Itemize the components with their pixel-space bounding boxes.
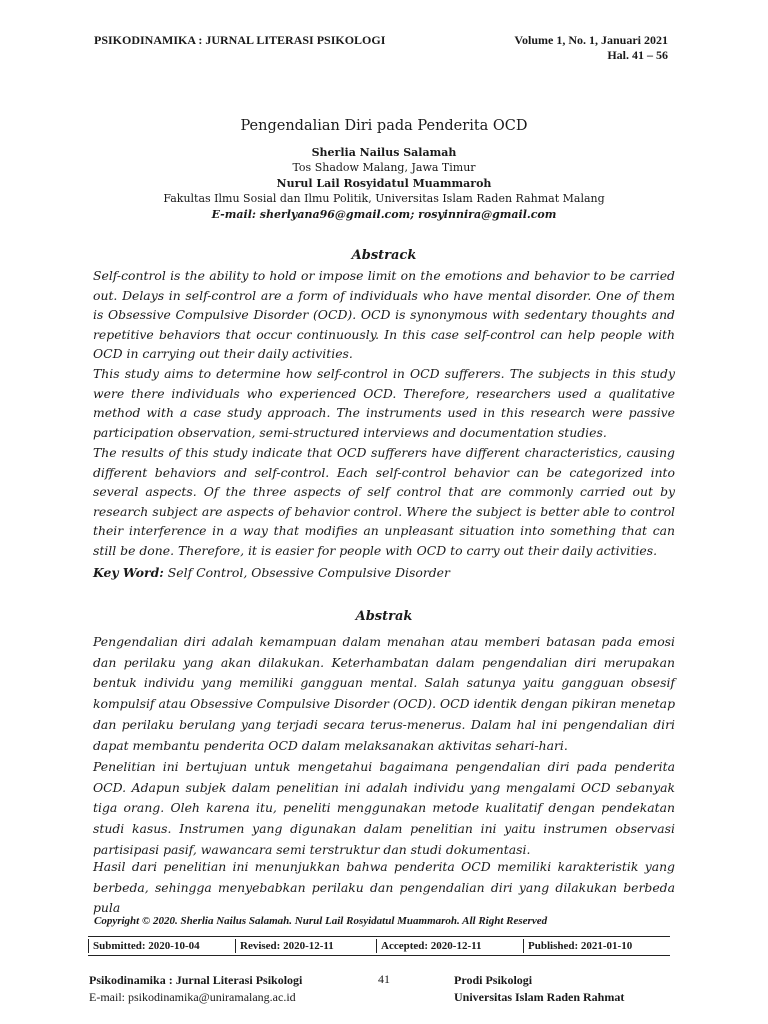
article-title: Pengendalian Diri pada Penderita OCD [240, 118, 528, 134]
author-2: Nurul Lail Rosyidatul Muammaroh [276, 177, 492, 190]
footer-left [89, 972, 302, 1006]
published-date: Published: 2021-01-10 [523, 939, 632, 953]
copyright-notice: Copyright © 2020. Sherlia Nailus Salamah. Nurul Lail Rosyidatul Muammaroh. All Right Reserved [94, 915, 548, 927]
abstract-en-paragraph-2: This study aims to determine how self-control in OCD sufferers. The subjects in this study were there individuals who experienced OCD. Therefore, researchers used a qualitative method with a case study approach. The instruments used in this research were passive participation observation, semi-structured interviews and documentation studies. [93, 366, 675, 440]
author-1: Sherlia Nailus Salamah [311, 146, 457, 159]
keywords-line [93, 563, 675, 583]
footer-email: E-mail: psikodinamika@uniramalang.ac.id [89, 990, 296, 1004]
footer-right [454, 972, 624, 1006]
page-number: 41 [378, 972, 390, 986]
affiliation-2: Fakultas Ilmu Sosial dan Ilmu Politik, Universitas Islam Raden Rahmat Malang [163, 192, 605, 205]
submitted-date: Submitted: 2020-10-04 [88, 939, 200, 953]
keywords-value: Self Control, Obsessive Compulsive Disorder [167, 565, 450, 580]
abstract-id-heading: Abstrak [355, 609, 413, 624]
author-emails: E-mail: sherlyana96@gmail.com; rosyinnira@gmail.com [211, 208, 557, 221]
running-header-journal: PSIKODINAMIKA : JURNAL LITERASI PSIKOLOGI [94, 33, 386, 47]
running-header-volume [514, 33, 668, 63]
page-range: Hal. 41 – 56 [607, 48, 668, 62]
keywords-label: Key Word: [93, 565, 164, 580]
abstract-id-paragraph-2: Penelitian ini bertujuan untuk mengetahui bagaimana pengendalian diri pada penderita OCD. Adapun subjek dalam penelitian ini adalah individu yang mengalami OCD sebanyak tiga orang. Oleh karena itu, peneliti menggunakan metode kualitatif dengan pendekatan studi kasus. Instrumen yang digunakan dalam penelitian ini yaitu instrumen observasi partisipasi pasif, wawancara semi terstruktur dan studi dokumentasi. [93, 759, 675, 857]
volume-info: Volume 1, No. 1, Januari 2021 [514, 33, 668, 47]
abstract-en-heading: Abstrack [351, 248, 417, 263]
affiliation-1: Tos Shadow Malang, Jawa Timur [292, 161, 476, 174]
abstract-en-paragraph-3: The results of this study indicate that OCD sufferers have different characteristics, causing different behaviors and self-control. Each self-control behavior can be categorized into several aspects. Of the three aspects of self control that are commonly carried out by research subject are aspects of behavior control. Where the subject is better able to control their interference in a way that modifies an unpleasant situation into something that can still be done. Therefore, it is easier for people with OCD to carry out their daily activities. [93, 445, 675, 558]
footer-journal: Psikodinamika : Jurnal Literasi Psikologi [89, 973, 303, 987]
accepted-date: Accepted: 2020-12-11 [376, 939, 482, 953]
footer-department: Prodi Psikologi [454, 973, 533, 987]
abstract-id-paragraph-3: Hasil dari penelitian ini menunjukkan bahwa penderita OCD memiliki karakteristik yang berbeda, sehingga menyebabkan perilaku dan pengendalian diri yang dilakukan berbeda pula [93, 859, 675, 916]
abstract-en-paragraph-1: Self-control is the ability to hold or impose limit on the emotions and behavior to be carried out. Delays in self-control are a form of individuals who have mental disorder. One of them is Obsessive Compulsive Disorder (OCD). OCD is synonymous with sedentary thoughts and repetitive behaviors that occur continuously. In this case self-control can help people with OCD in carrying out their daily activities. [93, 268, 675, 362]
footer-university: Universitas Islam Raden Rahmat [454, 990, 625, 1004]
abstract-id-paragraph-1: Pengendalian diri adalah kemampuan dalam menahan atau memberi batasan pada emosi dan perilaku yang akan dilakukan. Keterhambatan dalam pengendalian diri merupakan bentuk individu yang memiliki gangguan mental. Salah satunya yaitu gangguan obsesif kompulsif atau Obsessive Compulsive Disorder (OCD). OCD identik dengan pikiran menetap dan perilaku berulang yang terjadi secara terus-menerus. Dalam hal ini pengendalian diri dapat membantu penderita OCD dalam melaksanakan aktivitas sehari-hari. [93, 634, 675, 753]
article-dates-bar [88, 936, 670, 956]
dates-top-rule [88, 936, 670, 937]
dates-bottom-rule [88, 955, 670, 956]
revised-date: Revised: 2020-12-11 [235, 939, 334, 953]
